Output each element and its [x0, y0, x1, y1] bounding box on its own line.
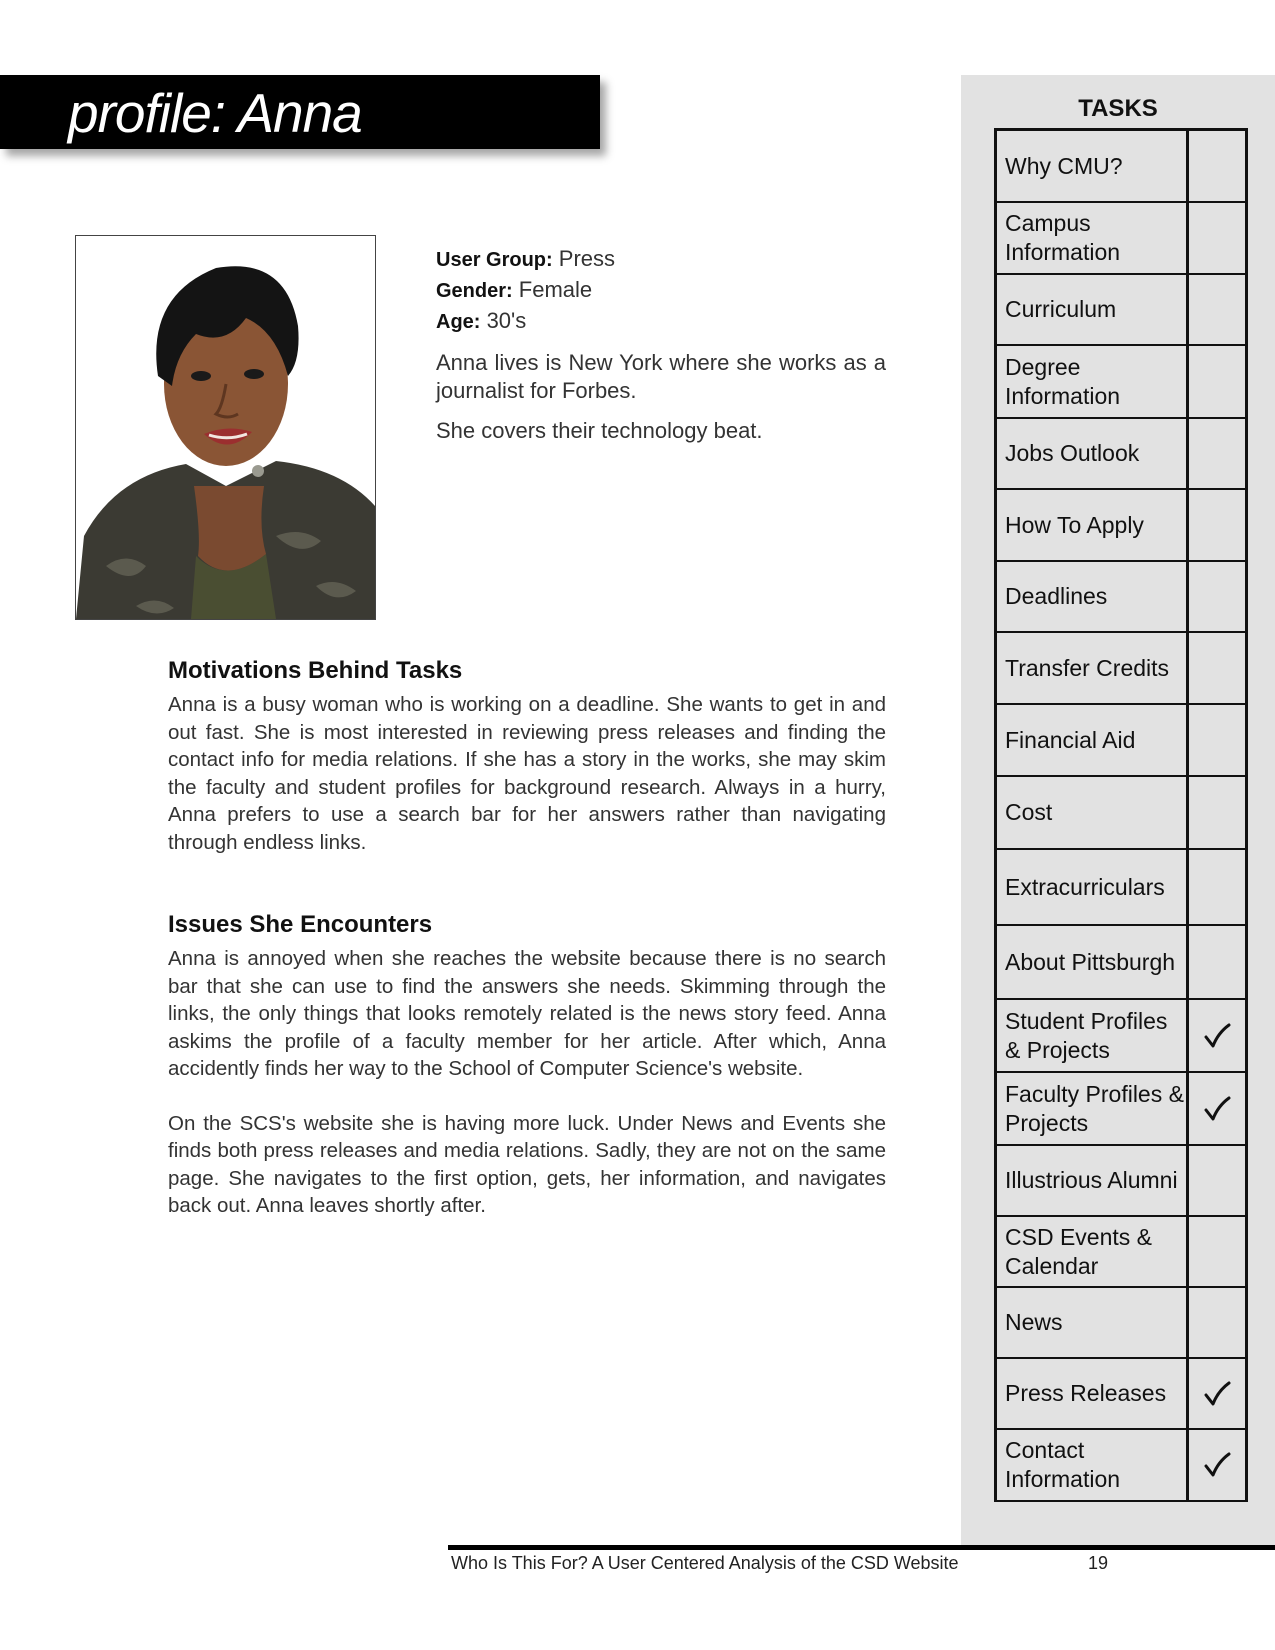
task-label: About Pittsburgh — [997, 926, 1189, 998]
bio-paragraph: She covers their technology beat. — [436, 418, 763, 443]
footer-rule — [448, 1545, 1275, 1550]
task-row — [997, 562, 1245, 633]
task-check-cell — [1189, 203, 1245, 273]
task-row — [997, 777, 1245, 850]
section-body: On the SCS's website she is having more luck. Under News and Events she finds both press releases and media relations. Sadly, they are not on the same page. She navigates to the first option, gets, her information, and navigates back out. Anna leaves shortly after. — [168, 1111, 886, 1217]
task-row — [997, 1217, 1245, 1288]
checkmark-icon — [1202, 1379, 1232, 1409]
user-group-row — [436, 244, 886, 275]
task-label: News — [997, 1288, 1189, 1357]
task-label: Press Releases — [997, 1359, 1189, 1428]
page-number: 19 — [1088, 1553, 1109, 1573]
task-check-cell — [1189, 850, 1245, 924]
user-group-label: User Group: — [436, 249, 553, 271]
task-row — [997, 1146, 1245, 1217]
task-check-cell — [1189, 1073, 1245, 1144]
task-check-cell — [1189, 926, 1245, 998]
checkmark-icon — [1202, 1450, 1232, 1480]
issues-section — [168, 911, 886, 1220]
task-label: Deadlines — [997, 562, 1189, 631]
task-label: Degree Information — [997, 346, 1189, 417]
task-row — [997, 705, 1245, 777]
task-label: Transfer Credits — [997, 633, 1189, 703]
checkmark-icon — [1202, 1021, 1232, 1051]
task-row — [997, 633, 1245, 705]
age-label: Age: — [436, 311, 481, 333]
section-body: Anna is a busy woman who is working on a deadline. She wants to get in and out fast. She is most interested in reviewing press releases and finding the contact info for media relations. If she has a story in the works, she may skim the faculty and student profiles for background research. Always in a hurry, Anna prefers to use a search bar for her answers rather than navigating through endless links. — [168, 693, 886, 854]
task-check-cell — [1189, 705, 1245, 775]
task-label: Cost — [997, 777, 1189, 848]
task-check-cell — [1189, 1146, 1245, 1215]
task-row — [997, 490, 1245, 562]
task-label: Student Profiles & Projects — [997, 1000, 1189, 1071]
title-bar — [0, 75, 600, 149]
profile-photo — [75, 235, 376, 620]
task-label: Jobs Outlook — [997, 419, 1189, 488]
task-row — [997, 926, 1245, 1000]
task-row — [997, 1000, 1245, 1073]
footer-title: Who Is This For? A User Centered Analysis of the CSD Website — [451, 1553, 959, 1573]
task-check-cell — [1189, 490, 1245, 560]
tasks-sidebar — [961, 75, 1275, 1547]
tasks-table — [994, 128, 1248, 1502]
task-check-cell — [1189, 275, 1245, 344]
task-row — [997, 1359, 1245, 1430]
task-row — [997, 131, 1245, 203]
motivations-section — [168, 657, 886, 856]
task-check-cell — [1189, 419, 1245, 488]
user-group-value: Press — [552, 246, 616, 271]
section-body: Anna is annoyed when she reaches the website because there is no search bar that she can use to find the answers she needs. Skimming through the links, the only things that looks remotely related is the news story feed. Anna askims the profile of a faculty member for her article. After which, Anna accidently finds her way to the School of Computer Science's website. — [168, 947, 886, 1080]
page-title: profile: Anna — [68, 82, 362, 144]
task-row — [997, 203, 1245, 275]
bio-paragraph: Anna lives is New York where she works as a journalist for Forbes. — [436, 350, 886, 403]
checkmark-icon — [1202, 1094, 1232, 1124]
task-check-cell — [1189, 1217, 1245, 1286]
task-check-cell — [1189, 633, 1245, 703]
task-check-cell — [1189, 777, 1245, 848]
gender-value: Female — [512, 277, 593, 302]
task-label: Contact Information — [997, 1430, 1189, 1500]
task-check-cell — [1189, 562, 1245, 631]
task-label: Curriculum — [997, 275, 1189, 344]
task-row — [997, 346, 1245, 419]
task-label: How To Apply — [997, 490, 1189, 560]
tasks-heading: TASKS — [1078, 95, 1158, 122]
task-label: CSD Events & Calendar — [997, 1217, 1189, 1286]
task-check-cell — [1189, 131, 1245, 201]
task-check-cell — [1189, 1288, 1245, 1357]
section-heading: Motivations Behind Tasks — [168, 657, 463, 684]
task-row — [997, 1073, 1245, 1146]
gender-label: Gender: — [436, 280, 513, 302]
section-heading: Issues She Encounters — [168, 911, 433, 938]
task-row — [997, 1288, 1245, 1359]
age-row — [436, 306, 886, 337]
task-row — [997, 419, 1245, 490]
profile-info — [436, 244, 886, 445]
task-check-cell — [1189, 1359, 1245, 1428]
task-label: Campus Information — [997, 203, 1189, 273]
task-check-cell — [1189, 346, 1245, 417]
task-row — [997, 1430, 1245, 1500]
portrait-icon — [76, 236, 375, 619]
task-check-cell — [1189, 1000, 1245, 1071]
task-label: Why CMU? — [997, 131, 1189, 201]
task-label: Illustrious Alumni — [997, 1146, 1189, 1215]
task-check-cell — [1189, 1430, 1245, 1500]
age-value: 30's — [480, 308, 527, 333]
gender-row — [436, 275, 886, 306]
task-row — [997, 275, 1245, 346]
task-row — [997, 850, 1245, 926]
task-label: Faculty Profiles & Projects — [997, 1073, 1189, 1144]
task-label: Financial Aid — [997, 705, 1189, 775]
task-label: Extracurriculars — [997, 850, 1189, 924]
